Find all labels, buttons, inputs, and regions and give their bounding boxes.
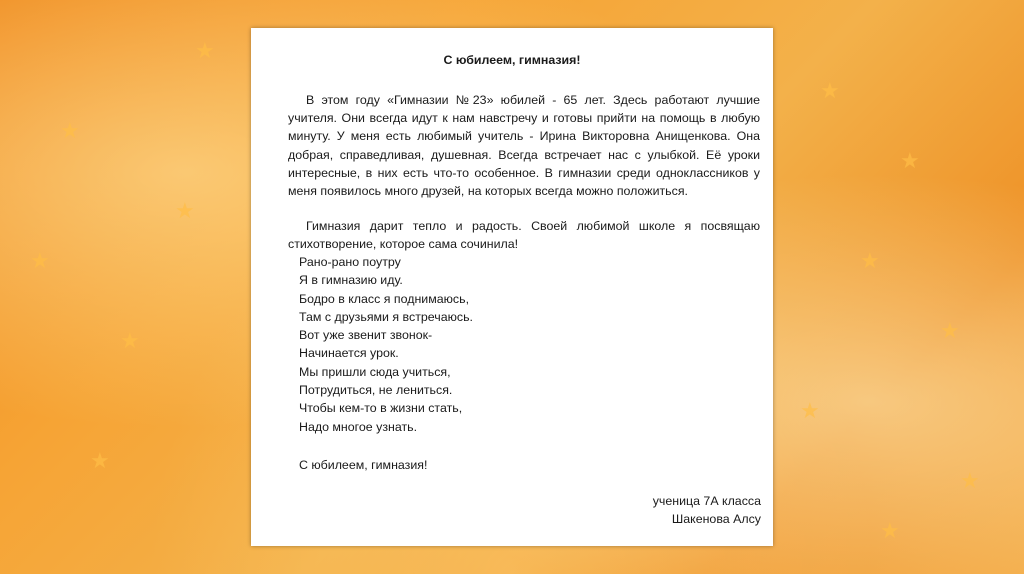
poem-line: Там с друзьями я встречаюсь. (299, 309, 473, 324)
signature (653, 492, 761, 528)
star-decoration-icon: ★ (800, 398, 820, 423)
poem-line: Бодро в класс я поднимаюсь, (299, 291, 470, 306)
paragraph-poem-intro: Гимназия дарит тепло и радость. Своей любимой школе я посвящаю стихотворение, которое сама сочинила! (288, 219, 760, 252)
poem-line: Вот уже звенит звонок- (299, 328, 433, 343)
star-decoration-icon: ★ (860, 248, 880, 273)
poem-line: Я в гимназию иду. (299, 273, 403, 288)
star-decoration-icon: ★ (960, 468, 980, 493)
star-decoration-icon: ★ (195, 38, 215, 63)
star-decoration-icon: ★ (120, 328, 140, 353)
poem-line: Рано-рано поутру (299, 255, 401, 269)
poem-line: Начинается урок. (299, 346, 399, 361)
star-decoration-icon: ★ (820, 78, 840, 103)
signature-name: Шакенова Алсу (671, 512, 761, 527)
poem-line: Надо многое узнать. (299, 419, 418, 434)
closing-greeting: С юбилеем, гимназия! (299, 458, 428, 472)
star-decoration-icon: ★ (30, 248, 50, 273)
poem-line: Чтобы кем-то в жизни стать, (299, 401, 463, 416)
star-decoration-icon: ★ (880, 518, 900, 543)
star-decoration-icon: ★ (175, 198, 195, 223)
paragraph-intro: В этом году «Гимназии №23» юбилей - 65 лет. Здесь работают лучшие учителя. Они всегда идут к нам навстречу и готовы прийти на помощь в любую минуту. У меня есть любимый учитель - Ирина Викторовна Анищенкова. Она добрая, справедливая, душевная. Всегда встречает нас с улыбкой. Её уроки интересные, в них есть что-то особенное. В гимназии среди одноклассников у меня появилось много друзей, на которых всегда можно положиться. (288, 93, 760, 199)
poem-line: Мы пришли сюда учиться, (299, 364, 451, 379)
poem (299, 253, 473, 436)
star-decoration-icon: ★ (900, 148, 920, 173)
star-decoration-icon: ★ (940, 318, 960, 343)
signature-class: ученица 7А класса (652, 494, 761, 508)
star-decoration-icon: ★ (90, 448, 110, 473)
star-decoration-icon: ★ (60, 118, 80, 143)
document-page (251, 28, 773, 546)
poem-line: Потрудиться, не лениться. (299, 383, 453, 398)
document-title: С юбилеем, гимназия! (443, 53, 581, 67)
